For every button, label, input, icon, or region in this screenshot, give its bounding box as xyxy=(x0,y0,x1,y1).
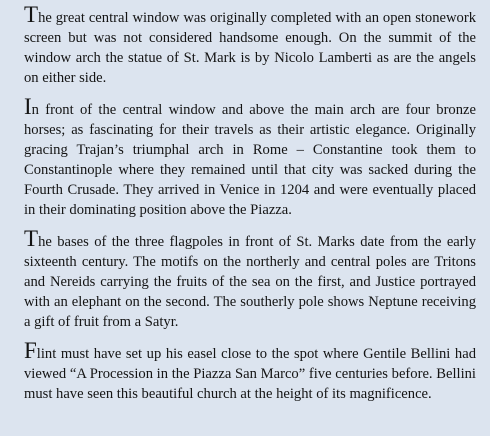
paragraph-text: he great central window was originally completed with an open stonework screen but was not considered handsome enough. On the summit of the window arch the statue of St. Mark is by Nicolo Lamberti as are the angels on either side. xyxy=(24,10,476,86)
drop-cap-initial: T xyxy=(24,2,39,27)
paragraph-flagpoles xyxy=(24,226,476,332)
paragraph-flint-bellini xyxy=(24,338,476,404)
paragraph-text: n front of the central window and above the main arch are four bronze horses; as fascinating for their travels as their artistic elegance. Originally gracing Trajan’s triumphal arch in Rome – Constantine took them to Constantinople where they remained until that city was sacked during the Fourth Crusade. They arrived in Venice in 1204 and were eventually placed in their dominating position above the Piazza. xyxy=(24,102,476,218)
drop-cap-initial: F xyxy=(24,338,37,363)
paragraph-central-window xyxy=(24,2,476,88)
drop-cap-initial: I xyxy=(24,94,32,119)
paragraph-bronze-horses xyxy=(24,94,476,220)
drop-cap-initial: T xyxy=(24,226,39,251)
paragraph-text: lint must have set up his easel close to the spot where Gentile Bellini had viewed “A Procession in the Piazza San Marco” five centuries before. Bellini must have seen this beautiful church at the height of its magnificence. xyxy=(24,346,476,402)
paragraph-text: he bases of the three flagpoles in front of St. Marks date from the early sixteenth century. The motifs on the northerly and central poles are Tritons and Nereids carrying the fruits of the sea on the first, and Justice portrayed with an elephant on the second. The southerly pole shows Neptune receiving a gift of fruit from a Satyr. xyxy=(24,234,476,330)
